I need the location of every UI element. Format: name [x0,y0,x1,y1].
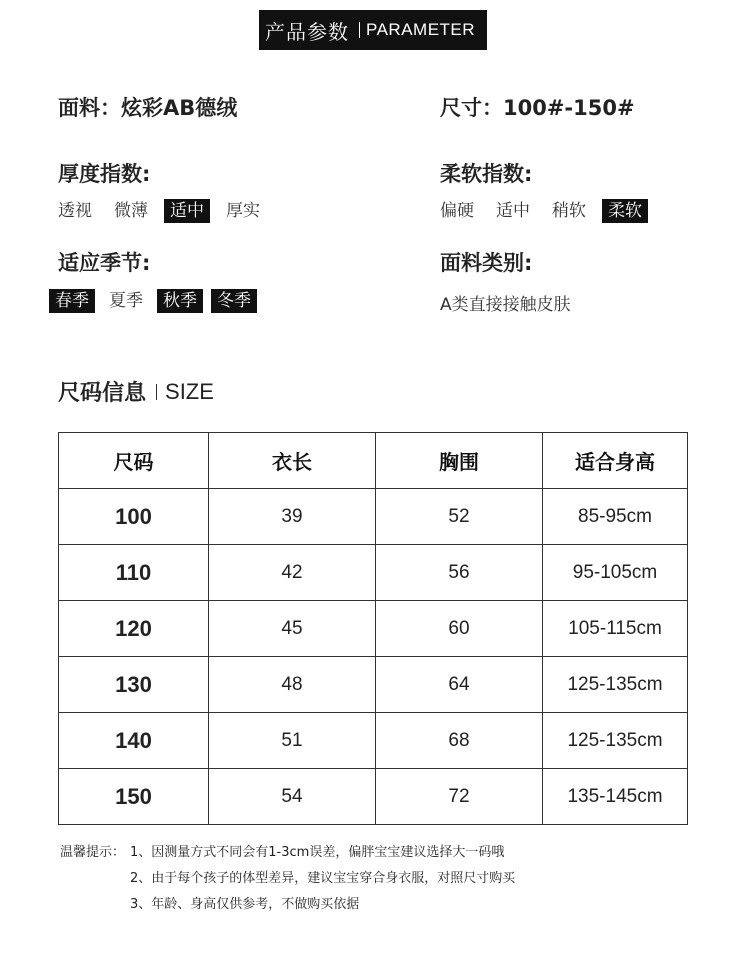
cell-length: 54 [209,769,376,825]
softness-label: 柔软指数: [440,162,533,186]
season-options [49,289,267,313]
tips-section [60,840,515,918]
softness-option: 适中 [496,201,530,221]
parameter-banner [259,10,487,50]
cell-size: 130 [59,657,209,713]
softness-option: 偏硬 [440,201,474,221]
banner-title-cn: 产品参数 [265,19,349,44]
cell-chest: 52 [376,489,543,545]
thickness-options [52,199,276,223]
season-option-selected: 春季 [49,289,95,313]
table-row [59,769,688,825]
softness-option: 稍软 [552,201,586,221]
table-row [59,657,688,713]
cell-size: 120 [59,601,209,657]
cell-size: 100 [59,489,209,545]
cell-chest: 72 [376,769,543,825]
cell-size: 150 [59,769,209,825]
tip-line: 1、因测量方式不同会有1-3cm误差，偏胖宝宝建议选择大一码哦 [130,845,505,860]
table-header-row [59,433,688,489]
category-value: A类直接接触皮肤 [440,295,571,315]
banner-title-en: PARAMETER [366,20,476,39]
cell-length: 42 [209,545,376,601]
thickness-label: 厚度指数: [58,162,151,186]
tip-line: 2、由于每个孩子的体型差异，建议宝宝穿合身衣服，对照尺寸购买 [130,871,516,886]
size-table [58,432,688,825]
thickness-option: 微薄 [114,201,148,221]
cell-chest: 60 [376,601,543,657]
header-size: 尺码 [59,433,209,489]
cell-height: 95-105cm [543,545,688,601]
cell-length: 39 [209,489,376,545]
banner-divider [359,22,360,38]
thickness-option: 透视 [58,201,92,221]
cell-chest: 68 [376,713,543,769]
cell-length: 51 [209,713,376,769]
softness-options [434,199,658,223]
fabric-label: 面料：炫彩AB德绒 [58,96,238,120]
cell-length: 45 [209,601,376,657]
season-label: 适应季节: [58,251,151,275]
tips-prefix: 温馨提示： [60,845,126,860]
header-chest: 胸围 [376,433,543,489]
cell-height: 105-115cm [543,601,688,657]
tip-line: 3、年龄、身高仅供参考，不做购买依据 [130,897,360,912]
cell-chest: 56 [376,545,543,601]
size-info-title [58,376,214,407]
cell-size: 140 [59,713,209,769]
cell-height: 135-145cm [543,769,688,825]
cell-height: 85-95cm [543,489,688,545]
season-option: 夏季 [109,291,143,311]
category-label: 面料类别: [440,251,533,275]
thickness-option: 厚实 [226,201,260,221]
cell-chest: 64 [376,657,543,713]
softness-option-selected: 柔软 [602,199,648,223]
table-row [59,545,688,601]
header-height: 适合身高 [543,433,688,489]
cell-length: 48 [209,657,376,713]
table-row [59,601,688,657]
cell-height: 125-135cm [543,713,688,769]
header-length: 衣长 [209,433,376,489]
thickness-option-selected: 适中 [164,199,210,223]
size-info-divider [156,384,157,400]
table-row [59,713,688,769]
size-info-title-cn: 尺码信息 [58,381,147,406]
season-option-selected: 秋季 [157,289,203,313]
table-row [59,489,688,545]
season-option-selected: 冬季 [211,289,257,313]
cell-height: 125-135cm [543,657,688,713]
cell-size: 110 [59,545,209,601]
size-label: 尺寸：100#-150# [440,96,635,120]
size-info-title-en: SIZE [165,378,214,404]
